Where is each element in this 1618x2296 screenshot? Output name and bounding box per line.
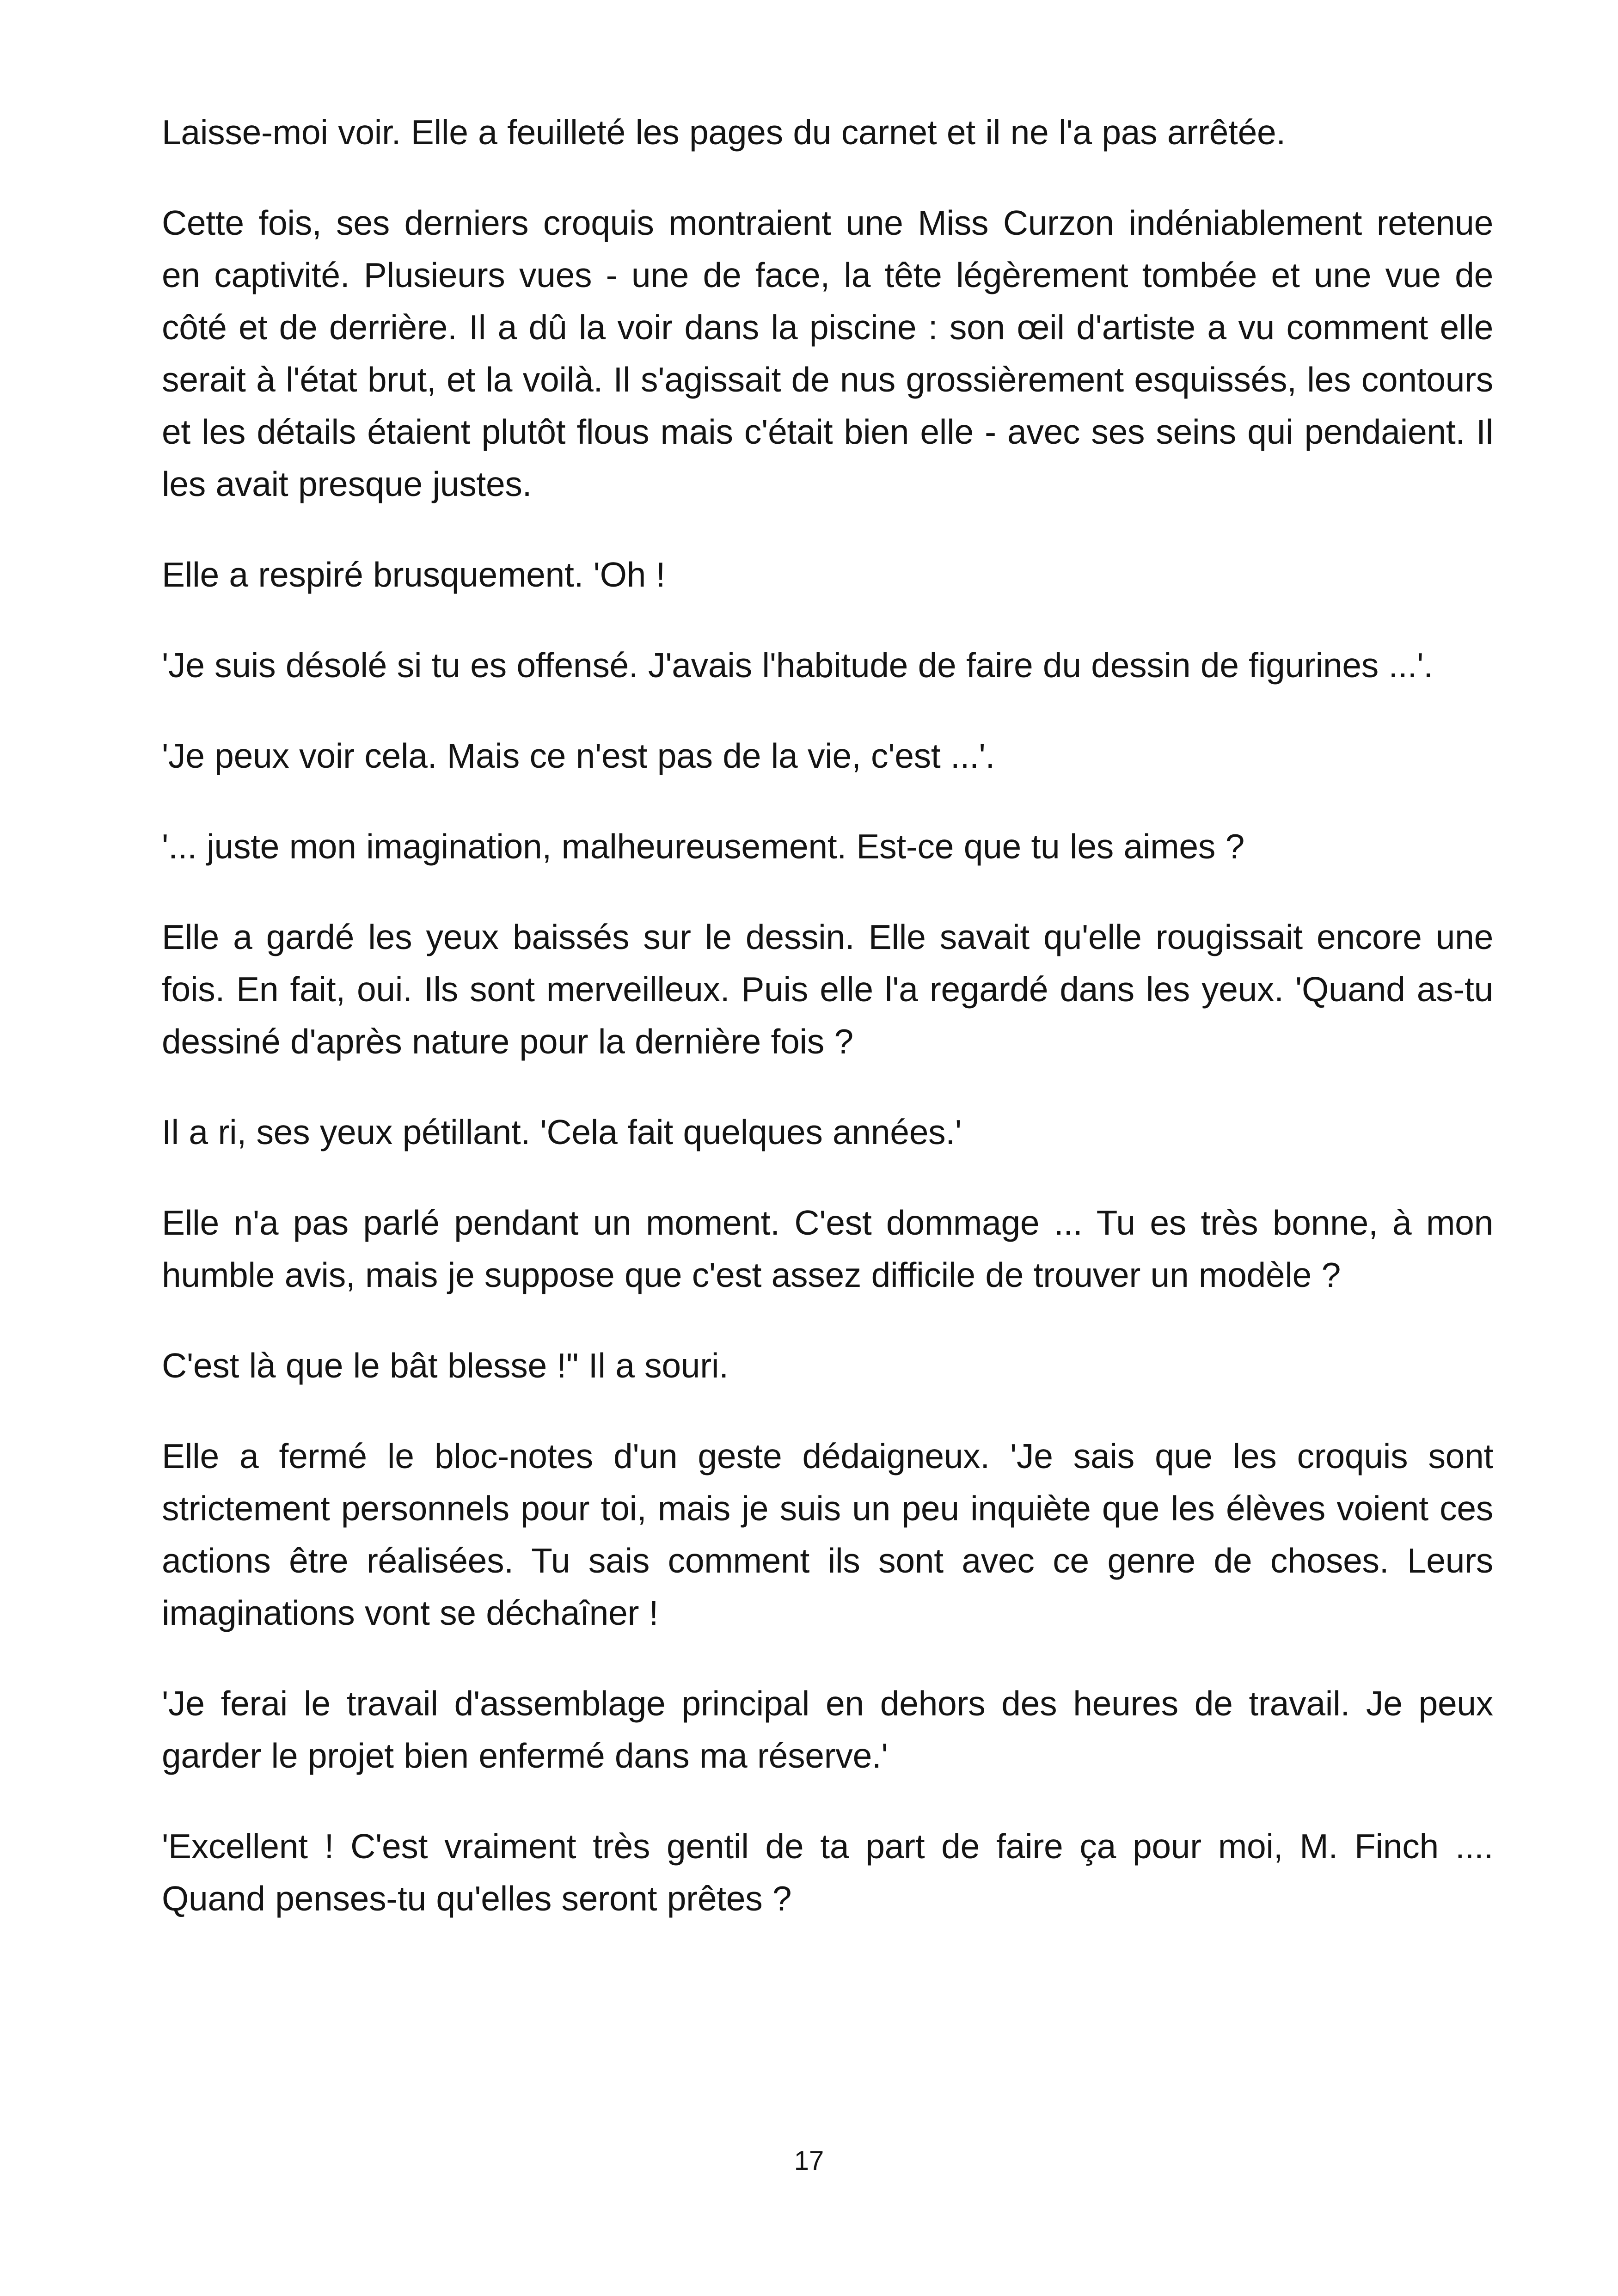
- paragraph-9: Elle n'a pas parlé pendant un moment. C'est dommage ... Tu es très bonne, à mon humble avis, mais je suppose que c'est assez difficile de trouver un modèle ?: [162, 1203, 1493, 1294]
- paragraph-6: '... juste mon imagination, malheureusement. Est-ce que tu les aimes ?: [162, 827, 1244, 866]
- paragraph-4: 'Je suis désolé si tu es offensé. J'avais l'habitude de faire du dessin de figurines ...'.: [162, 646, 1433, 685]
- body-text: [162, 106, 1493, 1963]
- paragraph-8: Il a ri, ses yeux pétillant. 'Cela fait quelques années.': [162, 1113, 962, 1151]
- paragraph-11: Elle a fermé le bloc-notes d'un geste dédaigneux. 'Je sais que les croquis sont strictement personnels pour toi, mais je suis un peu inquiète que les élèves voient ces actions être réalisées. Tu sais comment ils sont avec ce genre de choses. Leurs imaginations vont se déchaîner !: [162, 1437, 1493, 1632]
- paragraph-10: C'est là que le bât blesse !" Il a souri.: [162, 1346, 729, 1385]
- paragraph-12: 'Je ferai le travail d'assemblage principal en dehors des heures de travail. Je peux garder le projet bien enfermé dans ma réserve.': [162, 1684, 1493, 1775]
- paragraph-7: Elle a gardé les yeux baissés sur le dessin. Elle savait qu'elle rougissait encore une fois. En fait, oui. Ils sont merveilleux. Puis elle l'a regardé dans les yeux. 'Quand as-tu dessiné d'après nature pour la dernière fois ?: [162, 918, 1493, 1061]
- paragraph-5: 'Je peux voir cela. Mais ce n'est pas de la vie, c'est ...'.: [162, 736, 995, 775]
- paragraph-2: Cette fois, ses derniers croquis montraient une Miss Curzon indéniablement retenue en captivité. Plusieurs vues - une de face, la tête légèrement tombée et une vue de côté et de derrière. Il a dû la voir dans la piscine : son œil d'artiste a vu comment elle serait à l'état brut, et la voilà. Il s'agissait de nus grossièrement esquissés, les contours et les détails étaient plutôt flous mais c'était bien elle - avec ses seins qui pendaient. Il les avait presque justes.: [162, 203, 1493, 503]
- paragraph-1: Laisse-moi voir. Elle a feuilleté les pages du carnet et il ne l'a pas arrêtée.: [162, 113, 1286, 152]
- page-number: 17: [794, 2146, 824, 2176]
- paragraph-3: Elle a respiré brusquement. 'Oh !: [162, 555, 666, 594]
- paragraph-13: 'Excellent ! C'est vraiment très gentil de ta part de faire ça pour moi, M. Finch .... Quand penses-tu qu'elles seront prêtes ?: [162, 1827, 1493, 1918]
